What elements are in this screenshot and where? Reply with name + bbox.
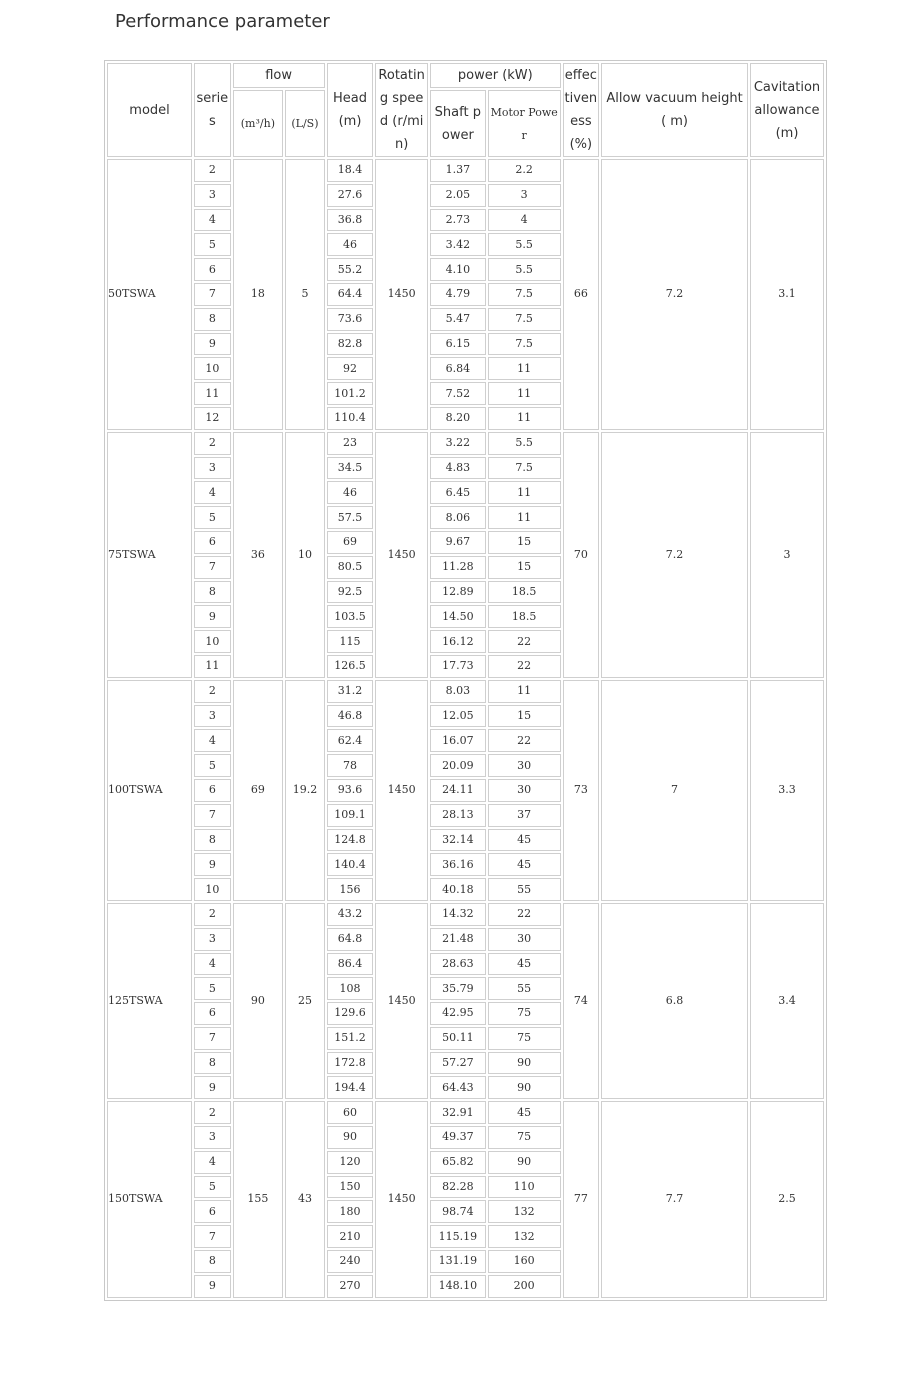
head-cell: 43.2 — [327, 903, 374, 926]
shaft-power-cell: 148.10 — [430, 1275, 486, 1298]
vacuum-height-cell: 7.7 — [601, 1101, 748, 1297]
shaft-power-cell: 16.12 — [430, 630, 486, 653]
motor-power-cell: 90 — [488, 1076, 561, 1099]
motor-power-cell: 45 — [488, 953, 561, 976]
shaft-power-cell: 49.37 — [430, 1126, 486, 1149]
motor-power-cell: 18.5 — [488, 581, 561, 604]
motor-power-cell: 18.5 — [488, 605, 561, 628]
motor-power-cell: 5.5 — [488, 432, 561, 455]
shaft-power-cell: 8.03 — [430, 680, 486, 703]
head-cell: 115 — [327, 630, 374, 653]
motor-power-cell: 11 — [488, 680, 561, 703]
head-cell: 80.5 — [327, 556, 374, 579]
header-effectiveness: effectiveness (%) — [563, 63, 599, 157]
motor-power-cell: 7.5 — [488, 457, 561, 480]
motor-power-cell: 4 — [488, 209, 561, 232]
head-cell: 92.5 — [327, 581, 374, 604]
series-cell: 5 — [194, 506, 230, 529]
series-cell: 10 — [194, 357, 230, 380]
shaft-power-cell: 14.32 — [430, 903, 486, 926]
shaft-power-cell: 4.10 — [430, 258, 486, 281]
flow-ls-cell: 25 — [285, 903, 325, 1099]
series-cell: 11 — [194, 655, 230, 678]
series-cell: 7 — [194, 1225, 230, 1248]
series-cell: 5 — [194, 233, 230, 256]
table-row — [107, 1101, 824, 1124]
shaft-power-cell: 5.47 — [430, 308, 486, 331]
motor-power-cell: 110 — [488, 1176, 561, 1199]
head-cell: 46 — [327, 233, 374, 256]
series-cell: 5 — [194, 754, 230, 777]
head-cell: 120 — [327, 1151, 374, 1174]
series-cell: 3 — [194, 705, 230, 728]
head-cell: 151.2 — [327, 1027, 374, 1050]
series-cell: 4 — [194, 481, 230, 504]
series-cell: 2 — [194, 680, 230, 703]
header-motor-power: Motor Power — [488, 90, 561, 157]
shaft-power-cell: 12.05 — [430, 705, 486, 728]
motor-power-cell: 37 — [488, 804, 561, 827]
motor-power-cell: 11 — [488, 382, 561, 405]
head-cell: 64.4 — [327, 283, 374, 306]
effectiveness-cell: 66 — [563, 159, 599, 430]
head-cell: 93.6 — [327, 779, 374, 802]
motor-power-cell: 22 — [488, 903, 561, 926]
cavitation-cell: 3.4 — [750, 903, 824, 1099]
motor-power-cell: 55 — [488, 878, 561, 901]
shaft-power-cell: 36.16 — [430, 853, 486, 876]
motor-power-cell: 90 — [488, 1151, 561, 1174]
page-title: Performance parameter — [115, 11, 330, 32]
shaft-power-cell: 16.07 — [430, 729, 486, 752]
motor-power-cell: 75 — [488, 1126, 561, 1149]
series-cell: 2 — [194, 1101, 230, 1124]
effectiveness-cell: 74 — [563, 903, 599, 1099]
header-vacuum-height: Allow vacuum height ( m) — [601, 63, 748, 157]
model-cell: 150TSWA — [107, 1101, 192, 1297]
motor-power-cell: 30 — [488, 754, 561, 777]
series-cell: 4 — [194, 209, 230, 232]
motor-power-cell: 90 — [488, 1052, 561, 1075]
table-body — [107, 159, 824, 1298]
series-cell: 6 — [194, 258, 230, 281]
head-cell: 36.8 — [327, 209, 374, 232]
series-cell: 8 — [194, 829, 230, 852]
shaft-power-cell: 57.27 — [430, 1052, 486, 1075]
series-cell: 3 — [194, 184, 230, 207]
motor-power-cell: 2.2 — [488, 159, 561, 182]
shaft-power-cell: 98.74 — [430, 1200, 486, 1223]
model-cell: 125TSWA — [107, 903, 192, 1099]
head-cell: 64.8 — [327, 928, 374, 951]
shaft-power-cell: 6.84 — [430, 357, 486, 380]
shaft-power-cell: 17.73 — [430, 655, 486, 678]
speed-cell: 1450 — [375, 159, 428, 430]
head-cell: 92 — [327, 357, 374, 380]
motor-power-cell: 75 — [488, 1027, 561, 1050]
shaft-power-cell: 21.48 — [430, 928, 486, 951]
shaft-power-cell: 32.14 — [430, 829, 486, 852]
cavitation-cell: 3.1 — [750, 159, 824, 430]
flow-ls-cell: 5 — [285, 159, 325, 430]
head-cell: 34.5 — [327, 457, 374, 480]
head-cell: 110.4 — [327, 407, 374, 430]
head-cell: 140.4 — [327, 853, 374, 876]
shaft-power-cell: 28.13 — [430, 804, 486, 827]
head-cell: 69 — [327, 531, 374, 554]
shaft-power-cell: 11.28 — [430, 556, 486, 579]
head-cell: 150 — [327, 1176, 374, 1199]
shaft-power-cell: 32.91 — [430, 1101, 486, 1124]
shaft-power-cell: 4.83 — [430, 457, 486, 480]
motor-power-cell: 45 — [488, 1101, 561, 1124]
shaft-power-cell: 2.73 — [430, 209, 486, 232]
vacuum-height-cell: 7.2 — [601, 159, 748, 430]
speed-cell: 1450 — [375, 432, 428, 678]
table-row — [107, 903, 824, 926]
series-cell: 3 — [194, 457, 230, 480]
motor-power-cell: 11 — [488, 407, 561, 430]
head-cell: 27.6 — [327, 184, 374, 207]
series-cell: 2 — [194, 903, 230, 926]
effectiveness-cell: 70 — [563, 432, 599, 678]
table-row — [107, 680, 824, 703]
head-cell: 86.4 — [327, 953, 374, 976]
flow-ls-cell: 10 — [285, 432, 325, 678]
head-cell: 73.6 — [327, 308, 374, 331]
series-cell: 6 — [194, 779, 230, 802]
series-cell: 12 — [194, 407, 230, 430]
shaft-power-cell: 8.06 — [430, 506, 486, 529]
head-cell: 18.4 — [327, 159, 374, 182]
shaft-power-cell: 3.42 — [430, 233, 486, 256]
motor-power-cell: 15 — [488, 556, 561, 579]
series-cell: 4 — [194, 729, 230, 752]
flow-ls-cell: 19.2 — [285, 680, 325, 901]
motor-power-cell: 5.5 — [488, 258, 561, 281]
flow-m3h-cell: 69 — [233, 680, 284, 901]
shaft-power-cell: 2.05 — [430, 184, 486, 207]
header-model: model — [107, 63, 192, 157]
motor-power-cell: 7.5 — [488, 283, 561, 306]
shaft-power-cell: 6.45 — [430, 481, 486, 504]
head-cell: 23 — [327, 432, 374, 455]
cavitation-cell: 2.5 — [750, 1101, 824, 1297]
shaft-power-cell: 20.09 — [430, 754, 486, 777]
shaft-power-cell: 131.19 — [430, 1250, 486, 1273]
speed-cell: 1450 — [375, 680, 428, 901]
flow-m3h-cell: 90 — [233, 903, 284, 1099]
head-cell: 180 — [327, 1200, 374, 1223]
series-cell: 4 — [194, 1151, 230, 1174]
series-cell: 9 — [194, 853, 230, 876]
header-speed: Rotating speed (r/min) — [375, 63, 428, 157]
head-cell: 108 — [327, 977, 374, 1000]
header-shaft-power: Shaft power — [430, 90, 486, 157]
series-cell: 6 — [194, 531, 230, 554]
series-cell: 2 — [194, 432, 230, 455]
shaft-power-cell: 40.18 — [430, 878, 486, 901]
head-cell: 101.2 — [327, 382, 374, 405]
head-cell: 124.8 — [327, 829, 374, 852]
head-cell: 55.2 — [327, 258, 374, 281]
flow-m3h-cell: 36 — [233, 432, 284, 678]
series-cell: 7 — [194, 1027, 230, 1050]
motor-power-cell: 45 — [488, 853, 561, 876]
head-cell: 90 — [327, 1126, 374, 1149]
shaft-power-cell: 50.11 — [430, 1027, 486, 1050]
series-cell: 8 — [194, 1052, 230, 1075]
header-cavitation: Cavitation allowance (m) — [750, 63, 824, 157]
series-cell: 10 — [194, 878, 230, 901]
motor-power-cell: 11 — [488, 357, 561, 380]
shaft-power-cell: 3.22 — [430, 432, 486, 455]
shaft-power-cell: 82.28 — [430, 1176, 486, 1199]
motor-power-cell: 132 — [488, 1200, 561, 1223]
motor-power-cell: 45 — [488, 829, 561, 852]
motor-power-cell: 15 — [488, 705, 561, 728]
series-cell: 7 — [194, 283, 230, 306]
cavitation-cell: 3 — [750, 432, 824, 678]
series-cell: 7 — [194, 804, 230, 827]
head-cell: 103.5 — [327, 605, 374, 628]
series-cell: 9 — [194, 1275, 230, 1298]
series-cell: 4 — [194, 953, 230, 976]
shaft-power-cell: 42.95 — [430, 1002, 486, 1025]
head-cell: 240 — [327, 1250, 374, 1273]
shaft-power-cell: 64.43 — [430, 1076, 486, 1099]
model-cell: 75TSWA — [107, 432, 192, 678]
shaft-power-cell: 4.79 — [430, 283, 486, 306]
head-cell: 109.1 — [327, 804, 374, 827]
shaft-power-cell: 1.37 — [430, 159, 486, 182]
effectiveness-cell: 73 — [563, 680, 599, 901]
head-cell: 129.6 — [327, 1002, 374, 1025]
series-cell: 10 — [194, 630, 230, 653]
motor-power-cell: 7.5 — [488, 333, 561, 356]
header-power: power (kW) — [430, 63, 561, 88]
head-cell: 46 — [327, 481, 374, 504]
motor-power-cell: 132 — [488, 1225, 561, 1248]
shaft-power-cell: 115.19 — [430, 1225, 486, 1248]
series-cell: 9 — [194, 1076, 230, 1099]
motor-power-cell: 75 — [488, 1002, 561, 1025]
header-flow-m3h: (m³/h) — [233, 90, 284, 157]
vacuum-height-cell: 6.8 — [601, 903, 748, 1099]
flow-m3h-cell: 18 — [233, 159, 284, 430]
series-cell: 11 — [194, 382, 230, 405]
shaft-power-cell: 24.11 — [430, 779, 486, 802]
motor-power-cell: 7.5 — [488, 308, 561, 331]
vacuum-height-cell: 7.2 — [601, 432, 748, 678]
shaft-power-cell: 28.63 — [430, 953, 486, 976]
motor-power-cell: 55 — [488, 977, 561, 1000]
motor-power-cell: 30 — [488, 779, 561, 802]
series-cell: 7 — [194, 556, 230, 579]
header-flow: flow — [233, 63, 325, 88]
table-row — [107, 159, 824, 182]
head-cell: 57.5 — [327, 506, 374, 529]
shaft-power-cell: 7.52 — [430, 382, 486, 405]
shaft-power-cell: 65.82 — [430, 1151, 486, 1174]
series-cell: 8 — [194, 308, 230, 331]
series-cell: 9 — [194, 333, 230, 356]
speed-cell: 1450 — [375, 1101, 428, 1297]
head-cell: 62.4 — [327, 729, 374, 752]
motor-power-cell: 11 — [488, 506, 561, 529]
head-cell: 270 — [327, 1275, 374, 1298]
header-series: series — [194, 63, 230, 157]
shaft-power-cell: 35.79 — [430, 977, 486, 1000]
head-cell: 126.5 — [327, 655, 374, 678]
series-cell: 3 — [194, 928, 230, 951]
head-cell: 78 — [327, 754, 374, 777]
series-cell: 8 — [194, 1250, 230, 1273]
table-row — [107, 432, 824, 455]
speed-cell: 1450 — [375, 903, 428, 1099]
flow-ls-cell: 43 — [285, 1101, 325, 1297]
model-cell: 100TSWA — [107, 680, 192, 901]
cavitation-cell: 3.3 — [750, 680, 824, 901]
shaft-power-cell: 8.20 — [430, 407, 486, 430]
head-cell: 172.8 — [327, 1052, 374, 1075]
motor-power-cell: 30 — [488, 928, 561, 951]
series-cell: 9 — [194, 605, 230, 628]
series-cell: 5 — [194, 977, 230, 1000]
motor-power-cell: 22 — [488, 630, 561, 653]
effectiveness-cell: 77 — [563, 1101, 599, 1297]
motor-power-cell: 22 — [488, 655, 561, 678]
head-cell: 156 — [327, 878, 374, 901]
head-cell: 210 — [327, 1225, 374, 1248]
performance-table — [104, 60, 827, 1301]
series-cell: 6 — [194, 1200, 230, 1223]
table-header — [107, 63, 824, 157]
motor-power-cell: 3 — [488, 184, 561, 207]
header-flow-ls: (L/S) — [285, 90, 325, 157]
head-cell: 194.4 — [327, 1076, 374, 1099]
motor-power-cell: 5.5 — [488, 233, 561, 256]
motor-power-cell: 200 — [488, 1275, 561, 1298]
header-head: Head (m) — [327, 63, 374, 157]
series-cell: 8 — [194, 581, 230, 604]
series-cell: 3 — [194, 1126, 230, 1149]
series-cell: 2 — [194, 159, 230, 182]
shaft-power-cell: 12.89 — [430, 581, 486, 604]
motor-power-cell: 15 — [488, 531, 561, 554]
motor-power-cell: 22 — [488, 729, 561, 752]
vacuum-height-cell: 7 — [601, 680, 748, 901]
shaft-power-cell: 9.67 — [430, 531, 486, 554]
head-cell: 82.8 — [327, 333, 374, 356]
series-cell: 5 — [194, 1176, 230, 1199]
motor-power-cell: 11 — [488, 481, 561, 504]
head-cell: 31.2 — [327, 680, 374, 703]
flow-m3h-cell: 155 — [233, 1101, 284, 1297]
shaft-power-cell: 14.50 — [430, 605, 486, 628]
head-cell: 46.8 — [327, 705, 374, 728]
head-cell: 60 — [327, 1101, 374, 1124]
shaft-power-cell: 6.15 — [430, 333, 486, 356]
motor-power-cell: 160 — [488, 1250, 561, 1273]
model-cell: 50TSWA — [107, 159, 192, 430]
series-cell: 6 — [194, 1002, 230, 1025]
